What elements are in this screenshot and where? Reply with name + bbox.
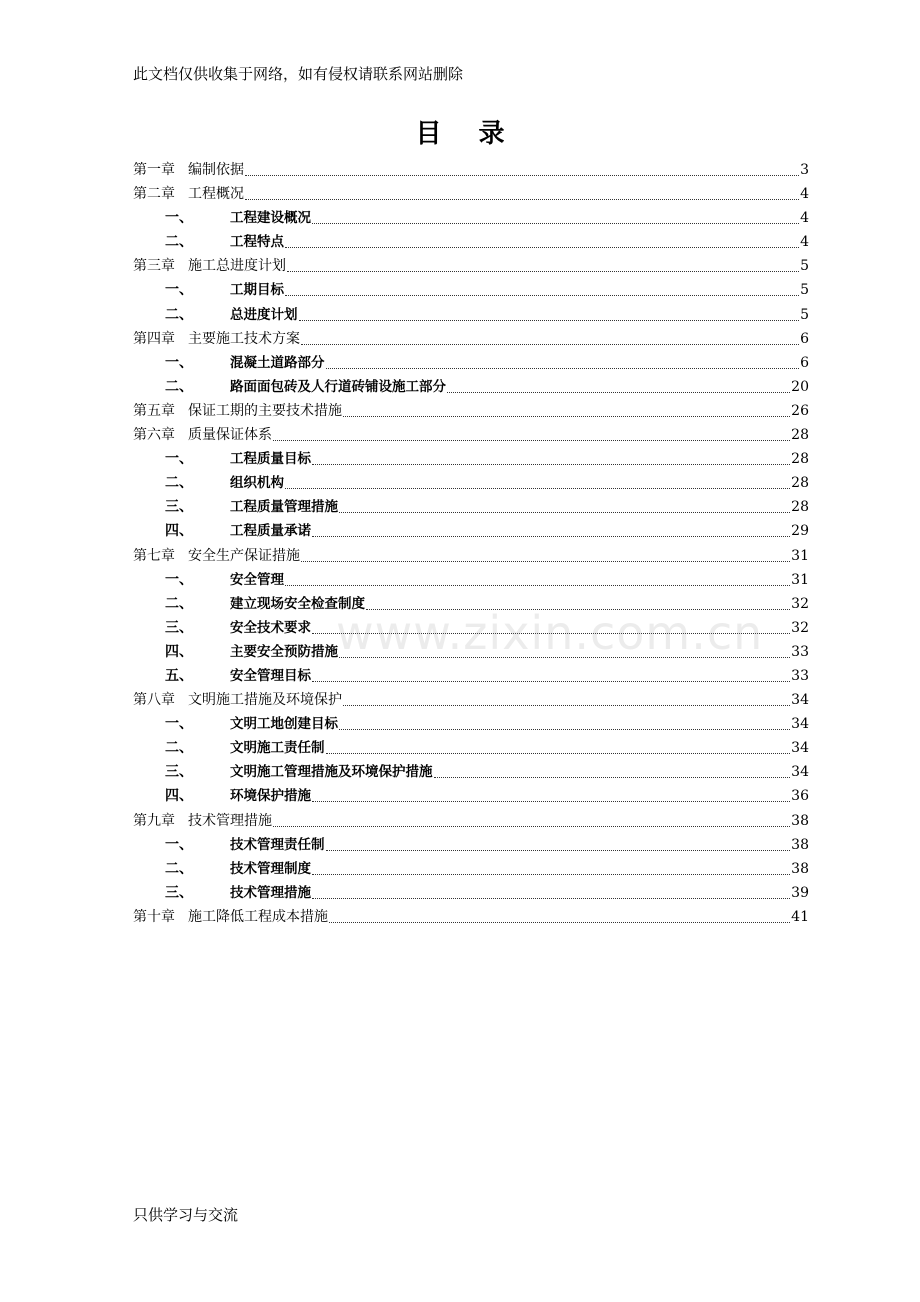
toc-entry-label: 文明施工管理措施及环境保护措施: [230, 764, 433, 781]
toc-entry-label: 安全管理: [230, 571, 284, 588]
toc-dot-leader: [326, 835, 791, 851]
toc-entry-number: 第六章: [133, 427, 175, 444]
toc-chapter-entry[interactable]: [133, 423, 809, 447]
toc-entry-label: 文明工地创建目标: [230, 716, 338, 733]
page-title: 目 录: [415, 119, 519, 149]
toc-entry-label: 施工降低工程成本措施: [188, 908, 328, 925]
toc-section-entry[interactable]: [133, 664, 809, 688]
toc-dot-leader: [343, 401, 790, 417]
toc-section-entry[interactable]: [133, 568, 809, 592]
toc-section-entry[interactable]: [133, 640, 809, 664]
toc-dot-leader: [273, 811, 790, 827]
toc-entry-number: 二、: [165, 306, 193, 323]
toc-dot-leader: [312, 618, 790, 634]
toc-dot-leader: [326, 353, 800, 369]
toc-entry-number: 四、: [165, 523, 193, 540]
toc-dot-leader: [299, 305, 800, 321]
toc-entry-number: 一、: [165, 282, 193, 299]
toc-chapter-entry[interactable]: [133, 182, 809, 206]
toc-page-number: 28: [791, 499, 809, 516]
toc-entry-label: 主要安全预防措施: [230, 643, 338, 660]
toc-dot-leader: [312, 449, 790, 465]
toc-section-entry[interactable]: [133, 784, 809, 808]
toc-dot-leader: [339, 642, 790, 658]
toc-entry-number: 第十章: [133, 908, 175, 925]
toc-entry-label: 组织机构: [230, 475, 284, 492]
toc-section-entry[interactable]: [133, 230, 809, 254]
toc-dot-leader: [447, 377, 790, 393]
toc-dot-leader: [312, 883, 790, 899]
toc-entry-label: 工程质量管理措施: [230, 499, 338, 516]
toc-page-number: 6: [800, 354, 809, 371]
toc-entry-number: 第一章: [133, 162, 175, 178]
toc-section-entry[interactable]: [133, 495, 809, 519]
toc-entry-number: 一、: [165, 571, 193, 588]
toc-page-number: 33: [791, 667, 809, 684]
toc-page-number: 4: [800, 234, 809, 251]
toc-page-number: 31: [791, 571, 809, 588]
toc-entry-label: 安全生产保证措施: [188, 547, 300, 564]
toc-page-number: 32: [791, 619, 809, 636]
toc-entry-number: 三、: [165, 884, 193, 901]
toc-page-number: 29: [791, 523, 809, 540]
table-of-contents: [133, 158, 809, 929]
toc-entry-number: 二、: [165, 378, 193, 395]
toc-entry-label: 混凝土道路部分: [230, 354, 325, 371]
toc-dot-leader: [329, 907, 790, 923]
toc-dot-leader: [312, 859, 790, 875]
toc-dot-leader: [434, 762, 791, 778]
toc-entry-label: 技术管理措施: [230, 884, 311, 901]
toc-page-number: 36: [791, 788, 809, 805]
toc-section-entry[interactable]: [133, 278, 809, 302]
toc-entry-number: 二、: [165, 234, 193, 251]
toc-dot-leader: [312, 666, 790, 682]
toc-dot-leader: [343, 690, 790, 706]
toc-chapter-entry[interactable]: [133, 158, 809, 182]
toc-section-entry[interactable]: [133, 736, 809, 760]
toc-entry-number: 第二章: [133, 186, 175, 203]
toc-page-number: 5: [800, 258, 809, 275]
toc-dot-leader: [312, 786, 790, 802]
toc-page-number: 28: [791, 427, 809, 444]
toc-section-entry[interactable]: [133, 471, 809, 495]
toc-page-number: 39: [791, 884, 809, 901]
toc-entry-label: 技术管理措施: [188, 812, 272, 829]
toc-chapter-entry[interactable]: [133, 688, 809, 712]
toc-entry-label: 工程质量承诺: [230, 523, 311, 540]
watermark: www.zixin.com.cn: [336, 606, 764, 660]
toc-entry-number: 四、: [165, 643, 193, 660]
toc-entry-label: 安全管理目标: [230, 667, 311, 684]
toc-entry-label: 保证工期的主要技术措施: [188, 402, 342, 419]
toc-entry-number: 三、: [165, 619, 193, 636]
toc-entry-label: 编制依据: [188, 162, 244, 178]
toc-dot-leader: [245, 184, 799, 200]
toc-entry-number: 四、: [165, 788, 193, 805]
toc-page-number: 34: [791, 716, 809, 733]
toc-entry-number: 第五章: [133, 402, 175, 419]
toc-page-number: 38: [791, 860, 809, 877]
toc-entry-label: 施工总进度计划: [188, 258, 286, 275]
toc-page-number: 20: [791, 378, 809, 395]
toc-section-entry[interactable]: [133, 351, 809, 375]
toc-page-number: 28: [791, 475, 809, 492]
toc-entry-number: 一、: [165, 451, 193, 468]
toc-page-number: 32: [791, 595, 809, 612]
toc-entry-label: 主要施工技术方案: [188, 330, 300, 347]
toc-page-number: 5: [800, 306, 809, 323]
toc-chapter-entry[interactable]: [133, 254, 809, 278]
toc-page-number: 34: [791, 692, 809, 709]
toc-chapter-entry[interactable]: [133, 327, 809, 351]
toc-entry-label: 技术管理制度: [230, 860, 311, 877]
toc-section-entry[interactable]: [133, 712, 809, 736]
toc-entry-number: 一、: [165, 716, 193, 733]
toc-entry-label: 环境保护措施: [230, 788, 311, 805]
toc-page-number: 41: [791, 908, 809, 925]
toc-entry-number: 第九章: [133, 812, 175, 829]
toc-entry-number: 二、: [165, 595, 193, 612]
toc-dot-leader: [326, 738, 791, 754]
toc-page-number: 38: [791, 836, 809, 853]
toc-page-number: 5: [800, 282, 809, 299]
toc-dot-leader: [285, 473, 790, 489]
toc-section-entry[interactable]: [133, 303, 809, 327]
toc-page-number: 3: [800, 162, 809, 178]
toc-section-entry[interactable]: [133, 447, 809, 471]
toc-dot-leader: [285, 232, 799, 248]
toc-dot-leader: [339, 497, 790, 513]
toc-section-entry[interactable]: [133, 881, 809, 905]
toc-chapter-entry[interactable]: [133, 399, 809, 423]
toc-dot-leader: [339, 714, 790, 730]
toc-page-number: 33: [791, 643, 809, 660]
toc-page-number: 34: [791, 740, 809, 757]
toc-entry-number: 二、: [165, 740, 193, 757]
toc-dot-leader: [312, 521, 790, 537]
toc-section-entry[interactable]: [133, 375, 809, 399]
toc-dot-leader: [301, 329, 799, 345]
footer-note: 只供学习与交流: [133, 1206, 239, 1224]
toc-entry-number: 一、: [165, 354, 193, 371]
toc-dot-leader: [245, 160, 799, 176]
toc-page-number: 31: [791, 547, 809, 564]
toc-section-entry[interactable]: [133, 592, 809, 616]
toc-page-number: 38: [791, 812, 809, 829]
toc-entry-number: 三、: [165, 499, 193, 516]
toc-entry-label: 技术管理责任制: [230, 836, 325, 853]
toc-entry-label: 工程建设概况: [230, 210, 311, 227]
toc-dot-leader: [273, 425, 790, 441]
header-disclaimer: 此文档仅供收集于网络，如有侵权请联系网站删除: [133, 65, 464, 83]
toc-page-number: 6: [800, 330, 809, 347]
toc-page-number: 26: [791, 402, 809, 419]
toc-entry-label: 工期目标: [230, 282, 284, 299]
toc-section-entry[interactable]: [133, 206, 809, 230]
toc-entry-number: 五、: [165, 667, 193, 684]
toc-page-number: 4: [800, 210, 809, 227]
toc-entry-number: 三、: [165, 764, 193, 781]
toc-entry-number: 第七章: [133, 547, 175, 564]
toc-entry-label: 文明施工措施及环境保护: [188, 692, 342, 709]
toc-page-number: 28: [791, 451, 809, 468]
toc-chapter-entry[interactable]: [133, 544, 809, 568]
toc-dot-leader: [366, 594, 790, 610]
toc-section-entry[interactable]: [133, 833, 809, 857]
toc-entry-number: 二、: [165, 860, 193, 877]
toc-entry-number: 第八章: [133, 692, 175, 709]
toc-entry-label: 路面面包砖及人行道砖铺设施工部分: [230, 378, 446, 395]
toc-section-entry[interactable]: [133, 616, 809, 640]
toc-dot-leader: [287, 256, 799, 272]
toc-entry-label: 文明施工责任制: [230, 740, 325, 757]
toc-section-entry[interactable]: [133, 857, 809, 881]
toc-entry-label: 工程特点: [230, 234, 284, 251]
toc-entry-number: 第四章: [133, 330, 175, 347]
toc-dot-leader: [312, 208, 799, 224]
toc-dot-leader: [301, 546, 790, 562]
toc-page-number: 34: [791, 764, 809, 781]
toc-entry-number: 第三章: [133, 258, 175, 275]
toc-entry-label: 工程质量目标: [230, 451, 311, 468]
toc-entry-label: 质量保证体系: [188, 427, 272, 444]
toc-entry-label: 总进度计划: [230, 306, 298, 323]
toc-chapter-entry[interactable]: [133, 905, 809, 929]
toc-dot-leader: [285, 570, 790, 586]
toc-entry-label: 安全技术要求: [230, 619, 311, 636]
toc-entry-number: 一、: [165, 836, 193, 853]
toc-entry-label: 工程概况: [188, 186, 244, 203]
toc-chapter-entry[interactable]: [133, 809, 809, 833]
toc-section-entry[interactable]: [133, 519, 809, 543]
toc-entry-label: 建立现场安全检查制度: [230, 595, 365, 612]
toc-page-number: 4: [800, 186, 809, 203]
toc-dot-leader: [285, 280, 799, 296]
toc-section-entry[interactable]: [133, 760, 809, 784]
toc-entry-number: 一、: [165, 210, 193, 227]
toc-entry-number: 二、: [165, 475, 193, 492]
